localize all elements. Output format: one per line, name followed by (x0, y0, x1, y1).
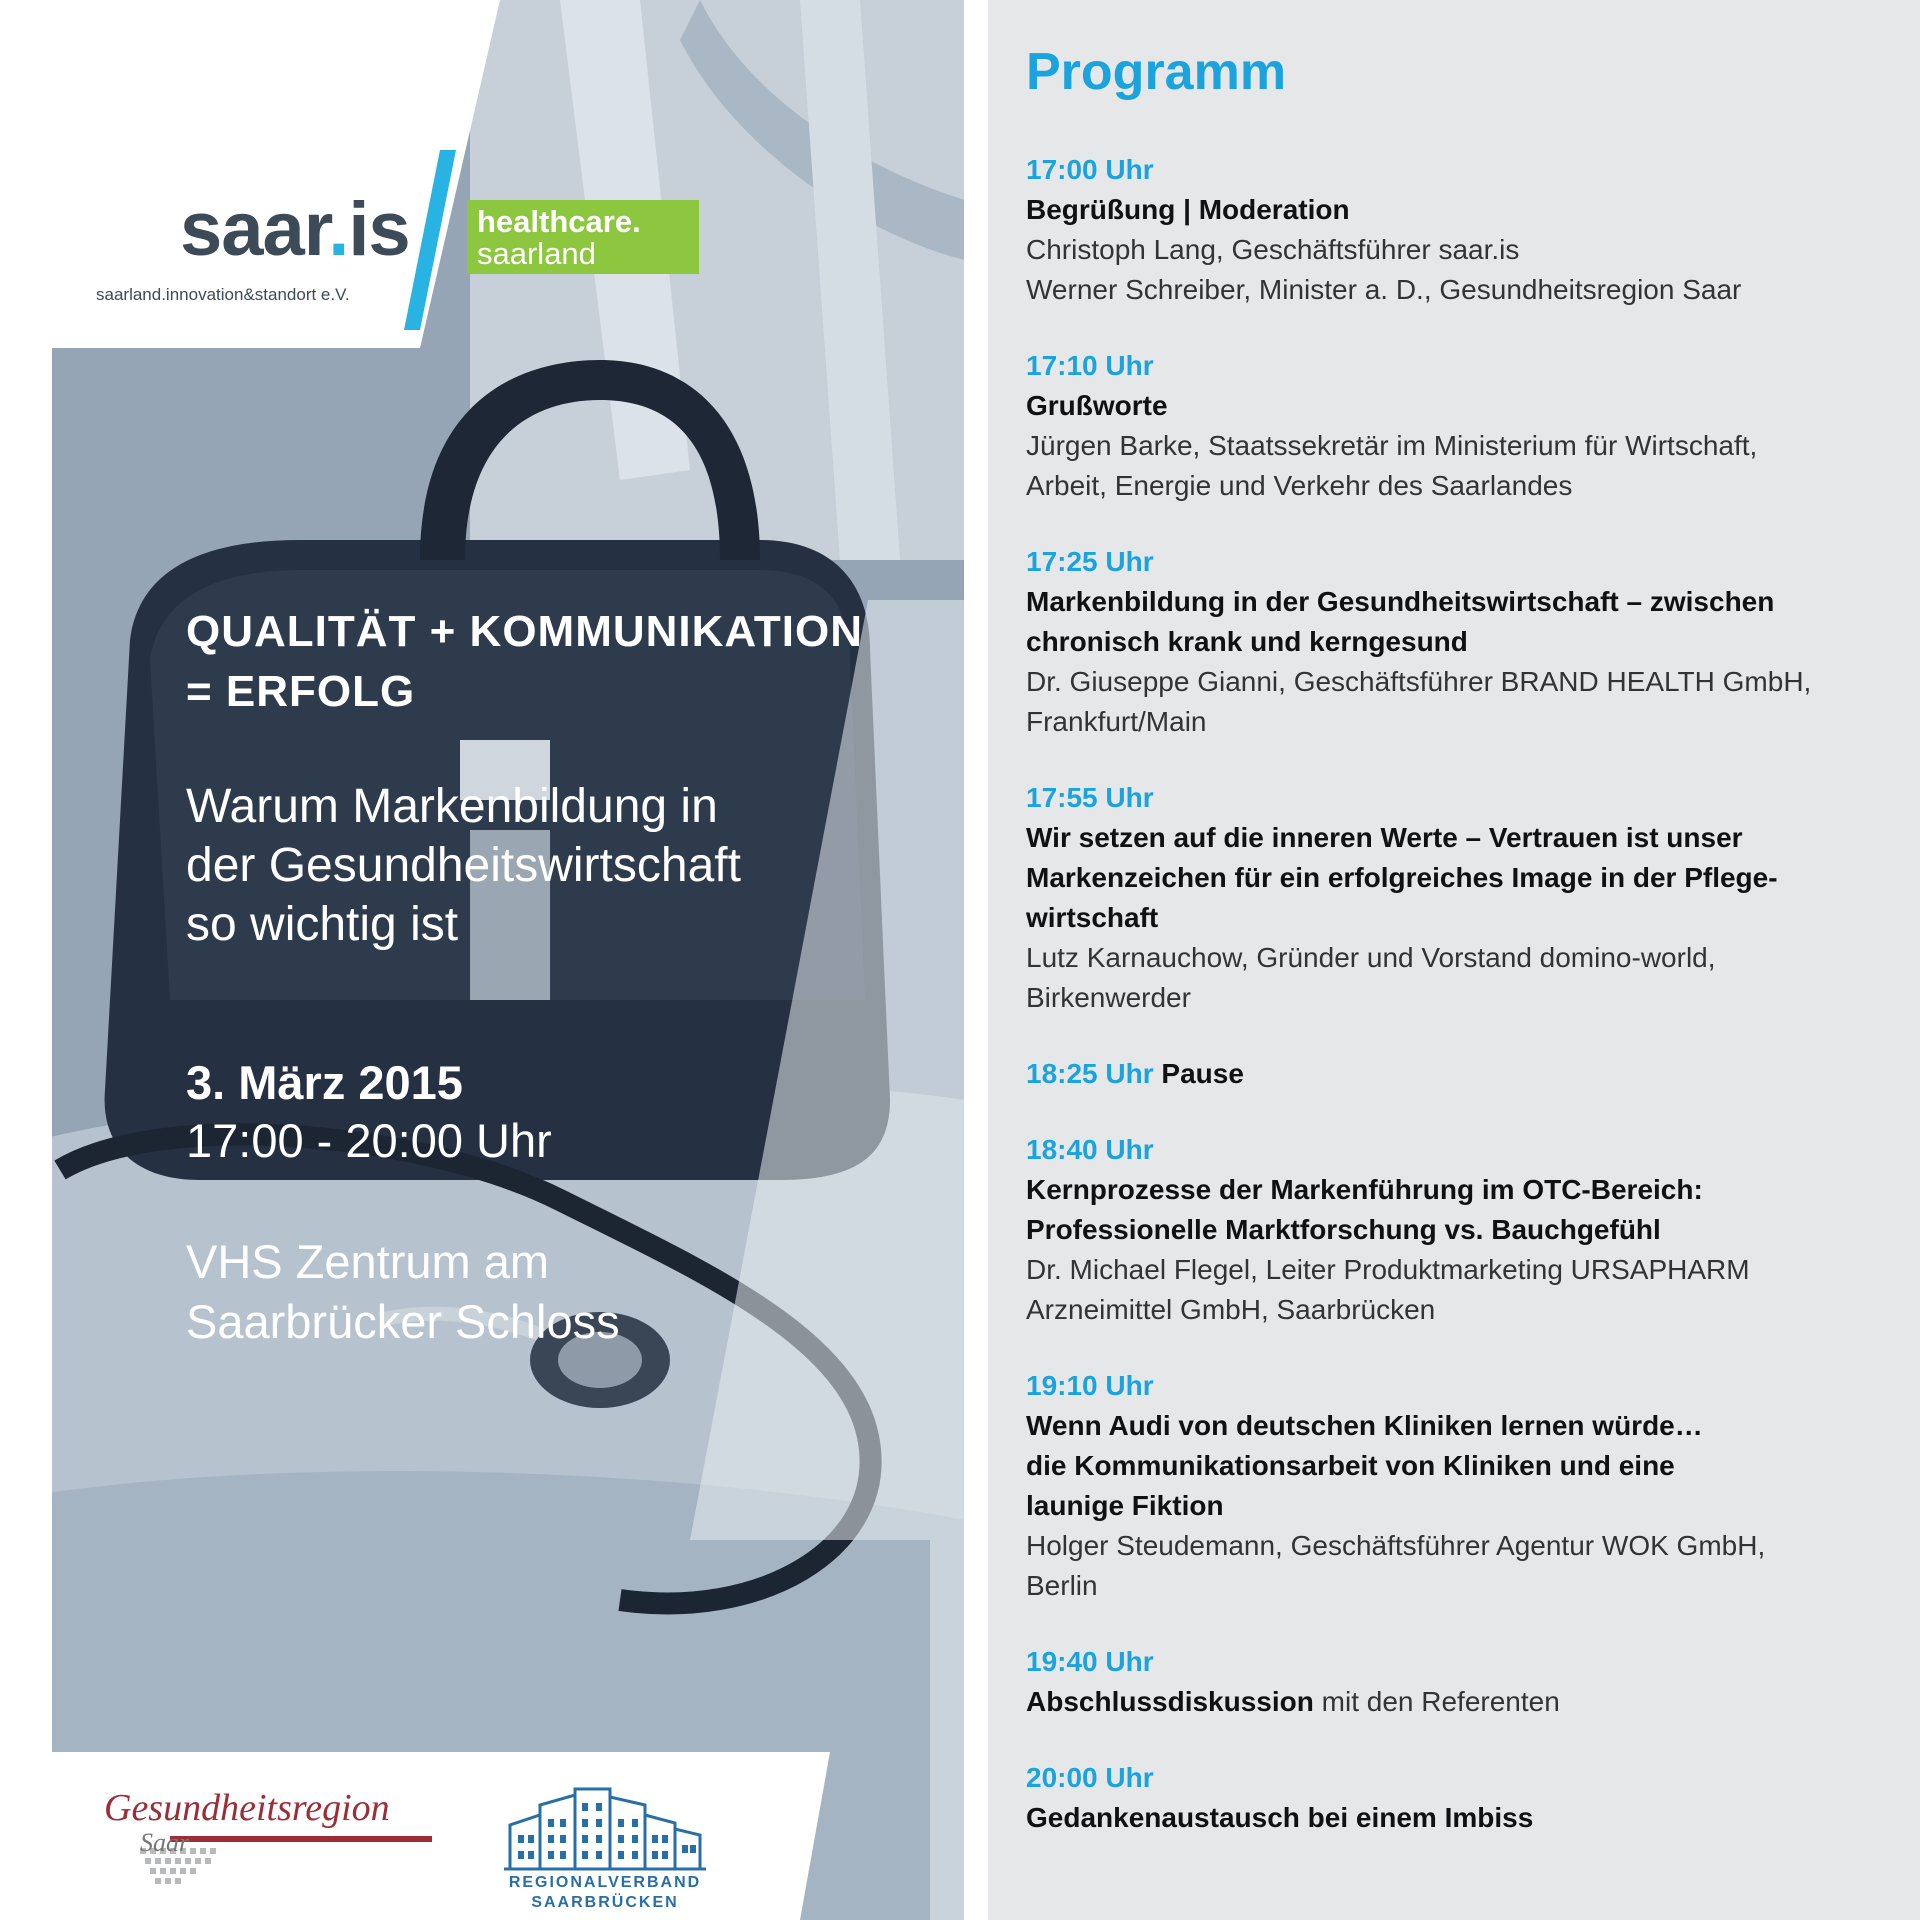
item-heading: Begrüßung | Moderation (1026, 194, 1350, 225)
item-time: 18:40 Uhr (1026, 1134, 1154, 1165)
item-heading: Markenbildung in der Gesundheitswirtschaft – zwischen (1026, 586, 1775, 617)
program-item (1026, 1758, 1906, 1838)
gesundheitsregion-wordmark: Gesundheitsregion (104, 1787, 390, 1829)
program-item (1026, 1366, 1906, 1606)
regionalverband-line1: REGIONALVERBAND (508, 1874, 702, 1891)
item-heading: Professionelle Marktforschung vs. Bauchgefühl (1026, 1214, 1661, 1245)
item-heading: chronisch krank und kerngesund (1026, 626, 1468, 657)
item-speaker: Holger Steudemann, Geschäftsführer Agentur WOK GmbH, (1026, 1530, 1766, 1561)
subhead-line3: so wichtig ist (186, 898, 459, 951)
item-heading: Gedankenaustausch bei einem Imbiss (1026, 1802, 1534, 1833)
item-speaker: Frankfurt/Main (1026, 706, 1207, 737)
item-heading: die Kommunikationsarbeit von Kliniken und eine (1026, 1450, 1675, 1481)
item-speaker: Birkenwerder (1026, 982, 1191, 1013)
logo-brand-main: saar (180, 187, 329, 272)
program-item (1026, 346, 1906, 506)
badge-line2: saarland (477, 236, 596, 271)
item-speaker: Dr. Giuseppe Gianni, Geschäftsführer BRAND HEALTH GmbH, (1026, 666, 1812, 697)
logo-brand-dot: . (328, 187, 349, 272)
gesundheitsregion-sub: Saar (140, 1828, 190, 1857)
program-item (1026, 1130, 1906, 1330)
item-heading: Grußworte (1026, 390, 1168, 421)
item-heading: Abschlussdiskussion (1026, 1686, 1314, 1717)
item-heading: Wir setzen auf die inneren Werte – Vertrauen ist unser (1026, 822, 1743, 853)
venue-line1: VHS Zentrum am (186, 1235, 550, 1288)
item-time: 19:10 Uhr (1026, 1370, 1154, 1401)
item-heading: launige Fiktion (1026, 1490, 1224, 1521)
logo-brand-end: is (348, 187, 410, 272)
program-item (1026, 150, 1906, 310)
item-heading: Wenn Audi von deutschen Kliniken lernen würde… (1026, 1410, 1703, 1441)
regionalverband-castle-icon (500, 1785, 710, 1873)
event-subheadline (186, 777, 866, 954)
headline-line2: = ERFOLG (186, 667, 416, 716)
item-heading-mixed (1026, 1682, 1906, 1722)
item-speaker: Arbeit, Energie und Verkehr des Saarlandes (1026, 470, 1573, 501)
program-list (1026, 150, 1906, 1874)
program-item-pause (1026, 1054, 1906, 1094)
badge-line1: healthcare. (477, 204, 641, 239)
regionalverband-logo (500, 1785, 710, 1915)
event-time: 17:00 - 20:00 Uhr (186, 1114, 552, 1167)
headline-line1: QUALITÄT + KOMMUNIKATION (186, 607, 864, 656)
event-venue (186, 1232, 786, 1352)
item-time: 17:25 Uhr (1026, 546, 1154, 577)
item-heading: Pause (1161, 1058, 1244, 1089)
item-time: 20:00 Uhr (1026, 1762, 1154, 1793)
item-time-inline (1026, 1054, 1906, 1094)
event-headline (186, 602, 886, 722)
event-date: 3. März 2015 (186, 1056, 463, 1109)
program-item (1026, 778, 1906, 1018)
item-speaker: Dr. Michael Flegel, Leiter Produktmarketing URSAPHARM (1026, 1254, 1750, 1285)
regionalverband-line2: SAARBRÜCKEN (531, 1894, 679, 1911)
item-heading: Markenzeichen für ein erfolgreiches Image in der Pflege- (1026, 862, 1778, 893)
saaris-subtitle: saarland.innovation&standort e.V. (96, 285, 350, 304)
healthcare-saarland-badge (467, 200, 699, 274)
item-time: 17:00 Uhr (1026, 154, 1154, 185)
item-time: 17:10 Uhr (1026, 350, 1154, 381)
item-heading: Kernprozesse der Markenführung im OTC-Bereich: (1026, 1174, 1703, 1205)
saaris-logo (180, 187, 410, 272)
item-time: 17:55 Uhr (1026, 782, 1154, 813)
item-speaker: Jürgen Barke, Staatssekretär im Ministerium für Wirtschaft, (1026, 430, 1758, 461)
item-speaker: Werner Schreiber, Minister a. D., Gesundheitsregion Saar (1026, 274, 1742, 305)
regionalverband-wordmark (500, 1873, 710, 1913)
logo-slash-icon (402, 150, 462, 330)
program-item (1026, 1642, 1906, 1722)
item-speaker: Christoph Lang, Geschäftsführer saar.is (1026, 234, 1520, 265)
item-heading: wirtschaft (1026, 902, 1159, 933)
subhead-line1: Warum Markenbildung in (186, 780, 718, 833)
program-title: Programm (1026, 43, 1287, 101)
item-time: 18:25 Uhr (1026, 1058, 1154, 1089)
item-speaker: Lutz Karnauchow, Gründer und Vorstand domino-world, (1026, 942, 1716, 973)
item-heading-rest: mit den Referenten (1313, 1686, 1560, 1717)
gesundheitsregion-saar-logo (100, 1787, 440, 1890)
program-item (1026, 542, 1906, 742)
item-time: 19:40 Uhr (1026, 1646, 1154, 1677)
item-speaker: Arzneimittel GmbH, Saarbrücken (1026, 1294, 1436, 1325)
subhead-line2: der Gesundheitswirtschaft (186, 839, 741, 892)
item-speaker: Berlin (1026, 1570, 1098, 1601)
venue-line2: Saarbrücker Schloss (186, 1295, 620, 1348)
program-panel (988, 0, 1920, 1920)
